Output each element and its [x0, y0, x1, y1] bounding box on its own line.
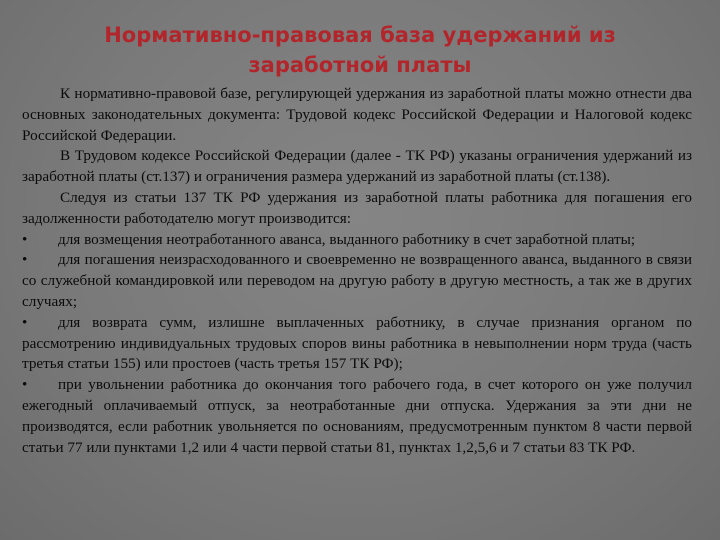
list-item: [22, 250, 692, 312]
slide-title-line-2: заработной платы: [248, 53, 472, 77]
list-item-text: для возмещения неотработанного аванса, выданного работнику в счет заработной платы;: [58, 230, 636, 248]
list-item-text: для возврата сумм, излишне выплаченных работнику, в случае признания органом по рассмотрению индивидуальных трудовых споров вины работника в невыполнении норм труда (часть третья статьи 155) или простоев (часть третья 157 ТК РФ);: [22, 313, 692, 373]
paragraph-legal-basis: К нормативно-правовой базе, регулирующей удержания из заработной платы можно отнести два основных законодательных документа: Трудовой кодекс Российской Федерации и Налоговой кодекс Российской Федерации.: [22, 85, 692, 144]
list-item-text: при увольнении работника до окончания того рабочего года, в счет которого он уже получил ежегодный оплачиваемый отпуск, за неотработанные дни отпуска. Удержания за эти дни не производятся, если работник увольняется по основаниям, предусмотренным пунктом 8 части первой статьи 77 или пунктами 1,2 или 4 части первой статьи 81, пунктах 1,2,5,6 и 7 статьи 83 ТК РФ.: [22, 376, 692, 456]
paragraph-article-137: Следуя из статьи 137 ТК РФ удержания из заработной платы работника для погашения его задолженности работодателю могут производится:: [22, 188, 692, 227]
list-item: [22, 230, 692, 251]
slide-title: [40, 20, 680, 80]
list-item: [22, 313, 692, 375]
bullet-icon: •: [22, 313, 28, 331]
bullet-icon: •: [22, 251, 28, 269]
list-item-text: для погашения неизрасходованного и своевременно не возвращенного аванса, выданного в связи со служебной командировкой или переводом на другую работу в другую местность, а так же в других случаях;: [22, 251, 692, 310]
bullet-icon: •: [22, 376, 28, 394]
slide-title-line-1: Нормативно-правовая база удержаний из: [104, 23, 616, 47]
list-item: [22, 375, 692, 458]
slide-body: [22, 84, 692, 458]
bullet-icon: •: [22, 230, 28, 248]
paragraph-labor-code: В Трудовом кодексе Российской Федерации (далее - ТК РФ) указаны ограничения удержаний из заработной платы (ст.137) и ограничения размера удержаний из заработной платы (ст.138).: [22, 147, 692, 186]
